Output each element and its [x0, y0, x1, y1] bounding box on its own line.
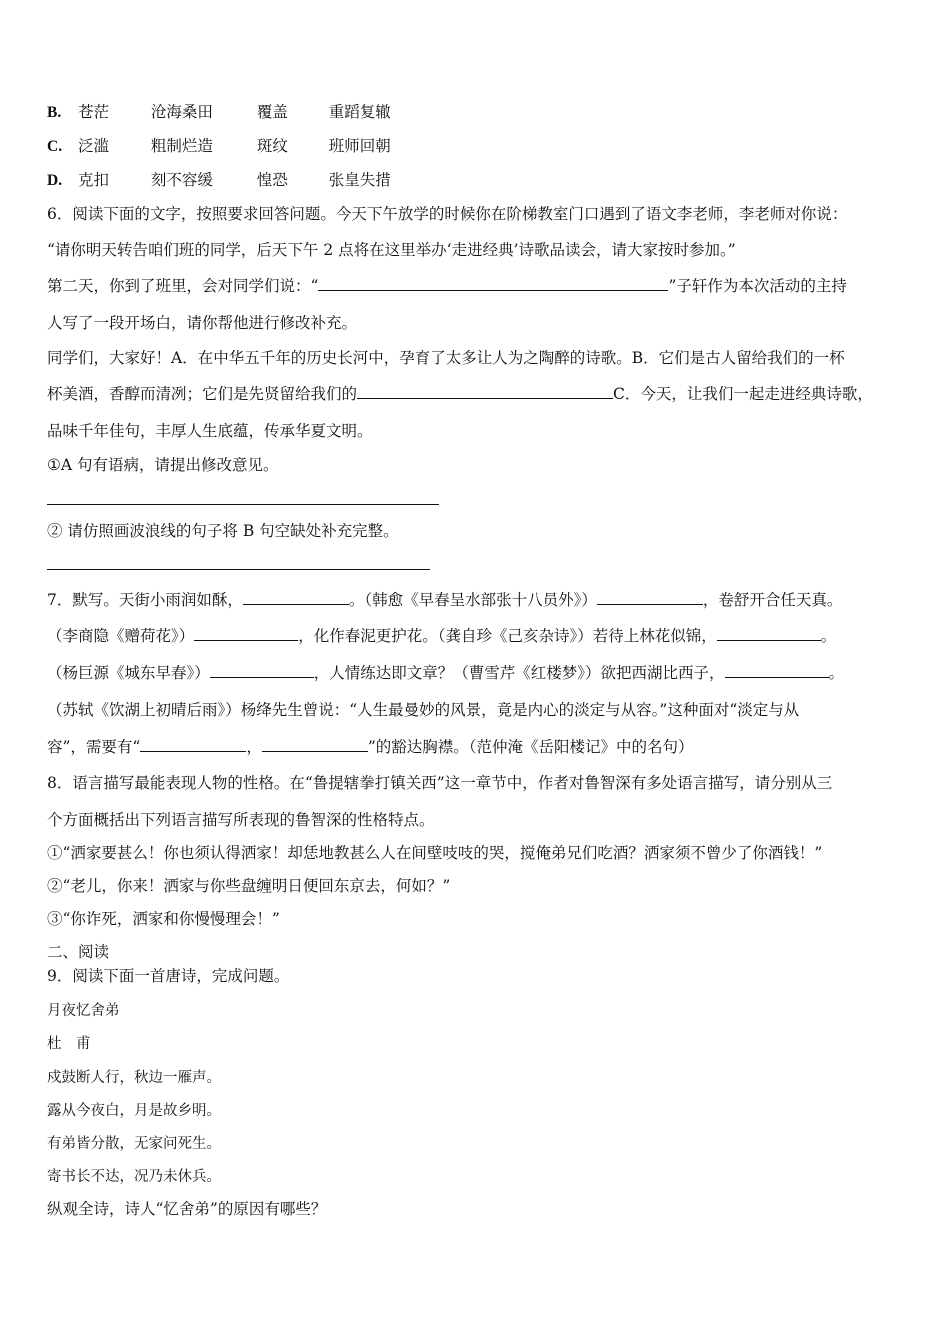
q7-line-1: [47, 590, 842, 610]
q6-task-2: ② 请仿照画波浪线的句子将 B 句空缺处补充完整。: [47, 522, 399, 540]
q6-next-day: [47, 276, 847, 296]
option-label: B.: [47, 104, 62, 121]
q7-blank[interactable]: [262, 737, 368, 752]
q7-blank[interactable]: [717, 626, 821, 641]
q8-line-1: 8．语言描写最能表现人物的性格。在“鲁提辖拳打镇关西”这一章节中，作者对鲁智深有多处语言描写，请分别从三: [47, 774, 833, 792]
q7-text: ，: [246, 738, 262, 756]
q6-b-blank[interactable]: [357, 384, 613, 399]
q7-text: 。: [828, 664, 845, 682]
q7-text: （杨巨源《城东早春》）: [47, 664, 210, 682]
poem-line: 寄书长不达，况乃未休兵。: [47, 1169, 221, 1185]
q7-line-3: [47, 663, 844, 683]
q7-text: （李商隐《赠荷花》）: [47, 627, 195, 645]
q7-blank[interactable]: [194, 626, 298, 641]
option-word: 苍茫: [77, 103, 109, 121]
q8-line-2: 个方面概括出下列语言描写所表现的鲁智深的性格特点。: [47, 811, 435, 829]
q7-text: 容”，需要有“: [47, 738, 141, 756]
q9-intro: 9．阅读下面一首唐诗，完成问题。: [47, 967, 290, 985]
poem-author: 杜 甫: [47, 1036, 91, 1052]
option-word: 斑纹: [256, 137, 288, 155]
option-c: [47, 136, 391, 157]
q7-text: 。（韩愈《早春呈水部张十八员外》）: [348, 591, 597, 609]
q7-line-4: （苏轼《饮湖上初晴后雨》）杨绛先生曾说：“人生最曼妙的风景，竟是内心的淡定与从容。”这种面对“淡定与从: [47, 701, 800, 719]
q7-blank[interactable]: [725, 663, 829, 678]
q7-text: ，人情练达即文章？（曹雪芹《红楼梦》）欲把西湖比西子，: [313, 664, 725, 682]
q8-item-2: ②“老儿，你来！洒家与你些盘缠明日便回东京去，何如？”: [47, 877, 451, 895]
option-word: 班师回朝: [328, 137, 391, 155]
q6-answer-line-1[interactable]: [47, 504, 439, 505]
q6-quote: “请你明天转告咱们班的同学，后天下午 2 点将在这里举办‘走进经典’诗歌品读会，请大家按时参加。”: [47, 241, 736, 259]
option-label: D.: [47, 172, 63, 189]
q8-item-3: ③“你诈死，洒家和你慢慢理会！”: [47, 910, 280, 928]
q7-text: ”的豁达胸襟。（范仲淹《岳阳楼记》中的名句）: [367, 738, 694, 756]
option-word: 泛滥: [77, 137, 109, 155]
q6-passage-3: 品味千年佳句，丰厚人生底蕴，传承华夏文明。: [47, 422, 373, 440]
q7-blank[interactable]: [243, 590, 349, 605]
poem-line: 露从今夜白，月是故乡明。: [47, 1103, 221, 1119]
option-word: 刻不容缓: [150, 171, 213, 189]
q6-announcement-blank[interactable]: [318, 276, 668, 291]
section-heading: 二、阅读: [47, 943, 110, 961]
q6-next-day-b: ”子轩作为本次活动的主持: [668, 277, 847, 295]
q6-passage-2a: 杯美酒，香醇而清冽；它们是先贤留给我们的: [47, 385, 358, 403]
q7-text: ，化作春泥更护花。（龚自珍《己亥杂诗》）若待上林花似锦，: [298, 627, 717, 645]
q6-answer-line-2[interactable]: [47, 569, 430, 570]
option-word: 粗制烂造: [150, 137, 213, 155]
q7-blank[interactable]: [597, 590, 703, 605]
q6-host: 人写了一段开场白，请你帮他进行修改补充。: [47, 314, 358, 332]
q9-question: 纵观全诗，诗人“忆舍弟”的原因有哪些？: [47, 1200, 327, 1218]
poem-line: 有弟皆分散，无家问死生。: [47, 1136, 221, 1152]
option-word: 重蹈复辙: [328, 103, 391, 121]
q6-passage-1: 同学们，大家好！A．在中华五千年的历史长河中，孕育了太多让人为之陶醉的诗歌。B．它们是古人留给我们的一杯: [47, 349, 845, 367]
option-label: C.: [47, 138, 63, 155]
q7-text: ，卷舒开合任天真。: [702, 591, 843, 609]
option-word: 覆盖: [256, 103, 288, 121]
option-word: 克扣: [77, 171, 109, 189]
q7-text: 7．默写。天街小雨润如酥，: [47, 591, 243, 609]
q7-line-5: [47, 737, 694, 757]
q6-passage-2b: C．今天，让我们一起走进经典诗歌，: [613, 385, 873, 403]
q7-blank[interactable]: [210, 663, 314, 678]
option-word: 惶恐: [256, 171, 288, 189]
poem-title: 月夜忆舍弟: [47, 1003, 120, 1019]
q8-item-1: ①“洒家要甚么！你也须认得洒家！却恁地教甚么人在间壁吱吱的哭，搅俺弟兄们吃酒？洒家须不曾少了你酒钱！”: [47, 844, 823, 862]
q7-text: 。: [820, 627, 837, 645]
option-d: [47, 170, 391, 191]
q6-intro: 6．阅读下面的文字，按照要求回答问题。今天下午放学的时候你在阶梯教室门口遇到了语文李老师，李老师对你说：: [47, 205, 848, 223]
q6-passage-2: [47, 384, 873, 404]
q7-blank[interactable]: [140, 737, 246, 752]
option-b: [47, 102, 391, 123]
option-word: 张皇失措: [328, 171, 391, 189]
option-word: 沧海桑田: [150, 103, 213, 121]
poem-line: 戍鼓断人行，秋边一雁声。: [47, 1070, 221, 1086]
q6-next-day-a: 第二天，你到了班里，会对同学们说：“: [47, 277, 319, 295]
q7-line-2: [47, 626, 836, 646]
q6-task-1: ①A 句有语病，请提出修改意见。: [47, 456, 279, 474]
